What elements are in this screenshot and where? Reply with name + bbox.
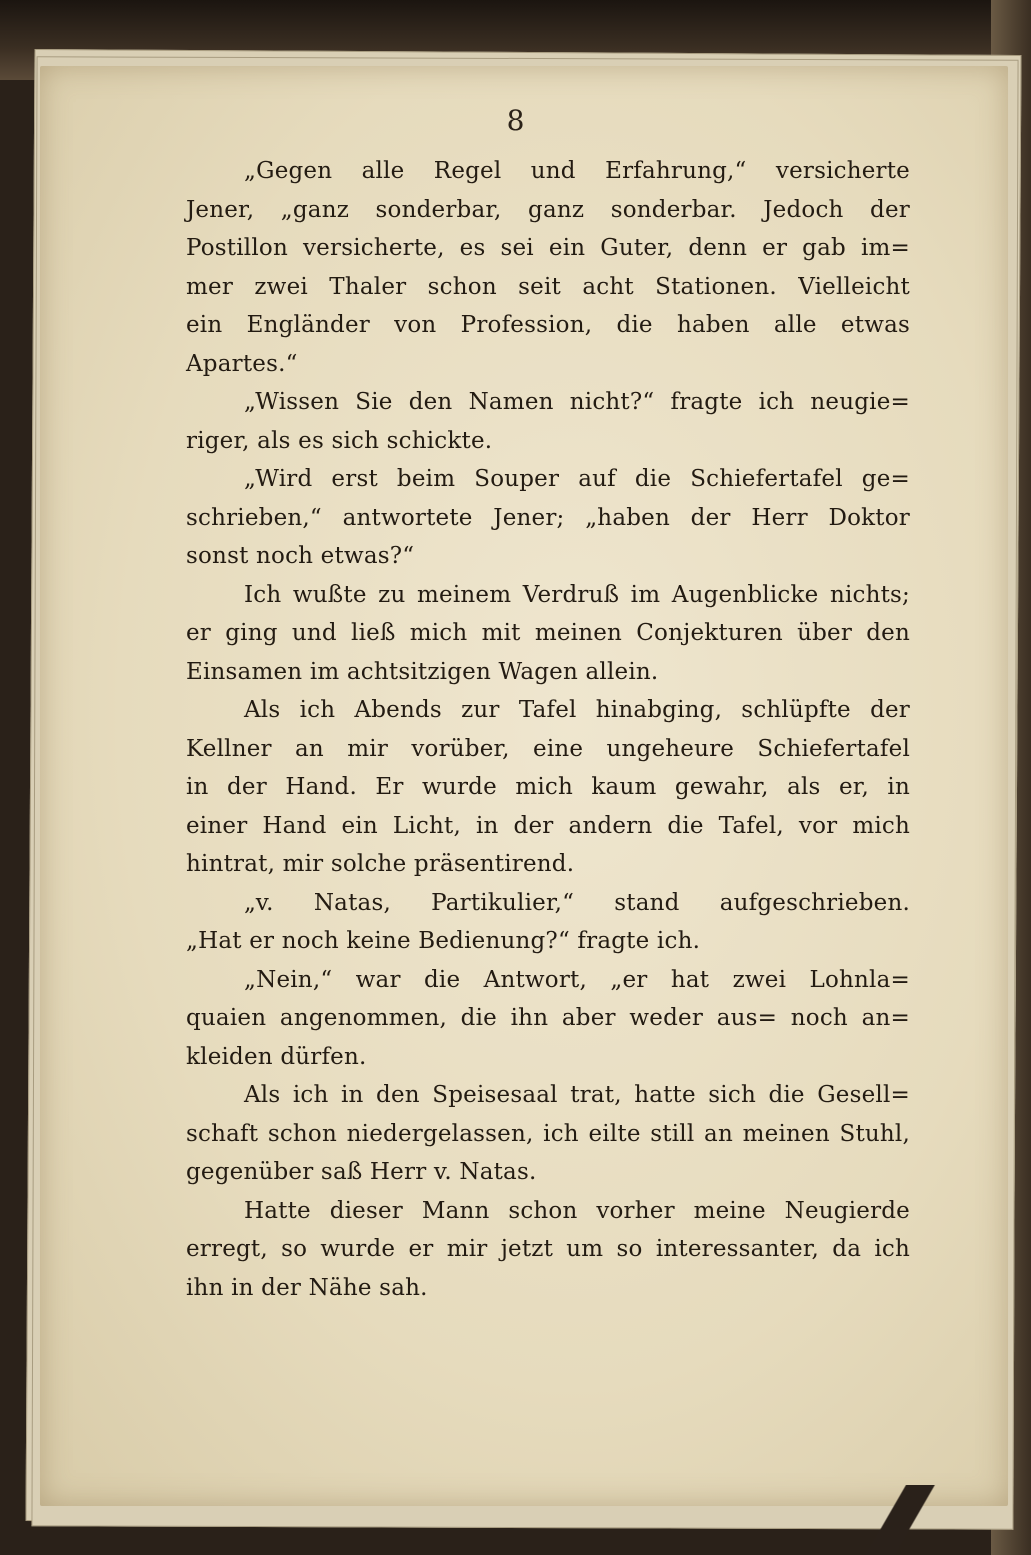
text-line: erregt, so wurde er mir jetzt um so interessanter, da ich	[186, 1236, 910, 1262]
text-line: Als ich Abends zur Tafel hinabging, schlüpfte der	[244, 697, 910, 723]
text-line: „Wird erst beim Souper auf die Schiefertafel ge=	[244, 466, 910, 492]
paragraph	[186, 152, 910, 383]
page-number: 8	[506, 104, 525, 137]
text-line: Hatte dieser Mann schon vorher meine Neugierde	[244, 1197, 910, 1224]
paragraph	[186, 1076, 910, 1192]
text-line: Ich wußte zu meinem Verdruß im Augenblicke nichts;	[244, 581, 910, 608]
text-line: sonst noch etwas?“	[186, 543, 415, 569]
text-line: in der Hand. Er wurde mich kaum gewahr, als er, in	[186, 774, 910, 800]
paragraph	[186, 691, 910, 884]
text-line: „Gegen alle Regel und Erfahrung,“ versicherte	[244, 158, 910, 184]
paragraph	[186, 961, 910, 1077]
text-line: kleiden dürfen.	[186, 1043, 367, 1070]
bookmark-ribbon	[841, 1485, 961, 1555]
text-line: quaien angenommen, die ihn aber weder aus= noch an=	[186, 1005, 910, 1031]
text-line: schrieben,“ antwortete Jener; „haben der Herr Doktor	[186, 504, 910, 531]
text-line: „v. Natas, Partikulier,“ stand aufgeschrieben.	[244, 889, 910, 916]
text-line: einer Hand ein Licht, in der andern die Tafel, vor mich	[186, 812, 910, 839]
paragraph	[186, 1192, 910, 1308]
text-line: „Hat er noch keine Bedienung?“ fragte ich.	[186, 928, 701, 954]
text-line: schaft schon niedergelassen, ich eilte still an meinen Stuhl,	[186, 1120, 910, 1147]
text-line: hintrat, mir solche präsentirend.	[186, 851, 575, 877]
text-line: Als ich in den Speisesaal trat, hatte sich die Gesell=	[244, 1082, 910, 1108]
page-text	[186, 152, 910, 1307]
text-line: Kellner an mir vorüber, eine ungeheure Schiefertafel	[186, 735, 910, 762]
text-line: „Nein,“ war die Antwort, „er hat zwei Lohnla=	[244, 966, 910, 993]
text-line: er ging und ließ mich mit meinen Conjekturen über den	[186, 620, 910, 646]
text-line: riger, als es sich schickte.	[186, 427, 493, 454]
text-line: Jener, „ganz sonderbar, ganz sonderbar. Jedoch der	[186, 196, 910, 223]
text-line: mer zwei Thaler schon seit acht Stationen. Vielleicht	[186, 273, 910, 300]
paragraph	[186, 460, 910, 576]
text-line: ihn in der Nähe sah.	[186, 1274, 428, 1301]
text-line: „Wissen Sie den Namen nicht?“ fragte ich neugie=	[244, 389, 910, 415]
text-line: Einsamen im achtsitzigen Wagen allein.	[186, 658, 659, 685]
paragraph	[186, 576, 910, 692]
paragraph	[186, 383, 910, 460]
text-line: gegenüber saß Herr v. Natas.	[186, 1159, 537, 1185]
text-line: Postillon versicherte, es sei ein Guter, denn er gab im=	[186, 235, 910, 261]
text-line: ein Engländer von Profession, die haben alle etwas	[186, 312, 910, 338]
text-line: Apartes.“	[186, 350, 298, 377]
paragraph	[186, 884, 910, 961]
